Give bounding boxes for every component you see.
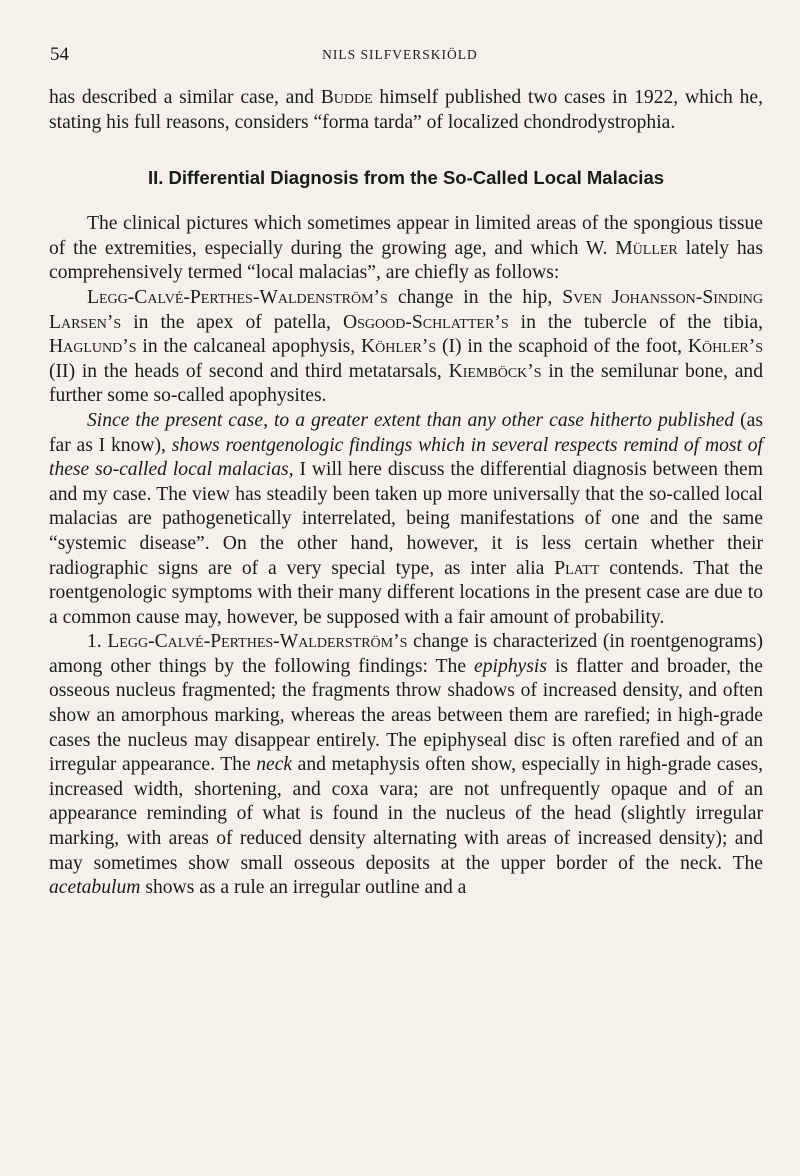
running-head: NILS SILFVERSKIÖLD (322, 47, 478, 62)
paragraph-item-1: 1. Legg-Calvé-Perthes-Walderström’s change is characterized (in roentgenograms) among other things by the following findings: The epiphysis is flatter and broader, the osseous nucleus fragmented; the fragments throw shadows of increased density, and often show an amorphous marking, whereas the areas between them are rarefied; in high-grade cases the nucleus may disappear entirely. The epiphyseal disc is often rarefied and of an irregular appearance. The neck and metaphysis often show, especially in high-grade cases, increased width, shortening, and coxa vara; are not unfrequently opaque and of an appearance reminding of what is found in the nucleus of the head (slightly irregular marking, with areas of reduced density alternating with areas of increased density); and may sometimes show small osseous deposits at the upper border of the neck. The acetabulum shows as a rule an irregular outline and a (49, 631, 763, 899)
page-number: 54 (50, 44, 69, 65)
page-header (50, 44, 750, 70)
body-text (49, 86, 763, 901)
paragraph-intro: The clinical pictures which sometimes appear in limited areas of the spongious tissue of the extremities, especially during the growing age, and which W. Müller lately has comprehensively termed “local malacias”, are chiefly as follows: (49, 213, 764, 284)
paragraph-malacia-list: Legg-Calvé-Perthes-Waldenström’s change in the hip, Sven Johansson-Sinding Larsen’s in the apex of patella, Osgood-Schlatter’s in the tubercle of the tibia, Haglund’s in the calcaneal apophysis, Köhler’s (I) in the scaphoid of the foot, Köhler’s (II) in the heads of second and third metatarsals, Kiemböck’s in the semilunar bone, and further some so-called apophysites. (49, 286, 764, 407)
section-heading: II. Differential Diagnosis from the So-Called Local Malacias (147, 167, 665, 189)
paragraph-present-case: Since the present case, to a greater extent than any other case hitherto published (as far as I know), shows roentgenologic findings which in several respects remind of most of these so-called local malacias, I will here discuss the differential diagnosis between them and my case. The view has steadily been taken up more universally that the so-called local malacias are pathogenetically interrelated, being manifestations of one and the same “systemic disease”. On the other hand, however, it is less certain whether their radiographic signs are of a very special type, as inter alia Platt contends. That the roentgenologic symptoms with their many different locations in the present case are due to a common cause may, however, be supposed with a fair amount of probability. (49, 409, 764, 628)
paragraph-continued: has described a similar case, and Budde himself published two cases in 1922, which he, stating his full reasons, considers “forma tarda” of localized chondrodystrophia. (49, 87, 763, 133)
